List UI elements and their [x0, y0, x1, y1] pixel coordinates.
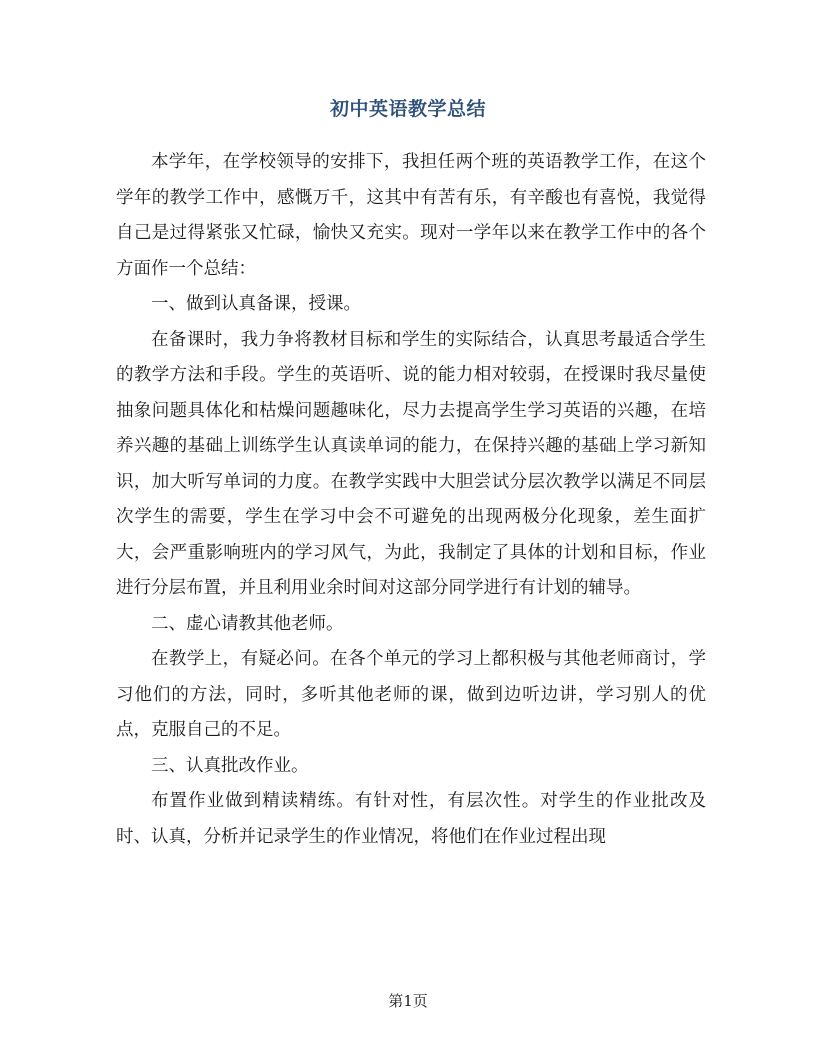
section-heading-1: 一、做到认真备课，授课。 [151, 294, 361, 314]
document-title: 初中英语教学总结 [329, 98, 486, 120]
paragraph-section-1: 在备课时，我力争将教材目标和学生的实际结合，认真思考最适合学生的教学方法和手段。学生的英语听、说的能力相对较弱，在授课时我尽量使抽象问题具体化和枯燥问题趣味化，尽力去提高学生学习英语的兴趣，在培养兴趣的基础上训练学生认真读单词的能力，在保持兴趣的基础上学习新知识，加大听写单词的力度。在教学实践中大胆尝试分层次教学以满足不同层次学生的需要，学生在学习中会不可避免的出现两极分化现象，差生面扩大，会严重影响班内的学习风气，为此，我制定了具体的计划和目标，作业进行分层布置，并且利用业余时间对这部分同学进行有计划的辅导。 [116, 329, 706, 598]
paragraph-section-2: 在教学上，有疑必问。在各个单元的学习上都积极与其他老师商讨，学习他们的方法，同时，多听其他老师的课，做到边听边讲，学习别人的优点，克服自己的不足。 [116, 649, 706, 740]
paragraph-intro: 本学年，在学校领导的安排下，我担任两个班的英语教学工作，在这个学年的教学工作中，感慨万千，这其中有苦有乐，有辛酸也有喜悦，我觉得自己是过得紧张又忙碌，愉快又充实。现对一学年以来在教学工作中的各个方面作一个总结： [116, 152, 706, 279]
document-body [116, 145, 706, 855]
section-heading-3: 三、认真批改作业。 [151, 755, 309, 776]
section-heading-2: 二、虚心请教其他老师。 [151, 613, 344, 634]
page-number: 第1页 [388, 992, 428, 1010]
paragraph-section-3: 布置作业做到精读精练。有针对性，有层次性。对学生的作业批改及时、认真，分析并记录学生的作业情况，将他们在作业过程出现 [116, 791, 706, 847]
